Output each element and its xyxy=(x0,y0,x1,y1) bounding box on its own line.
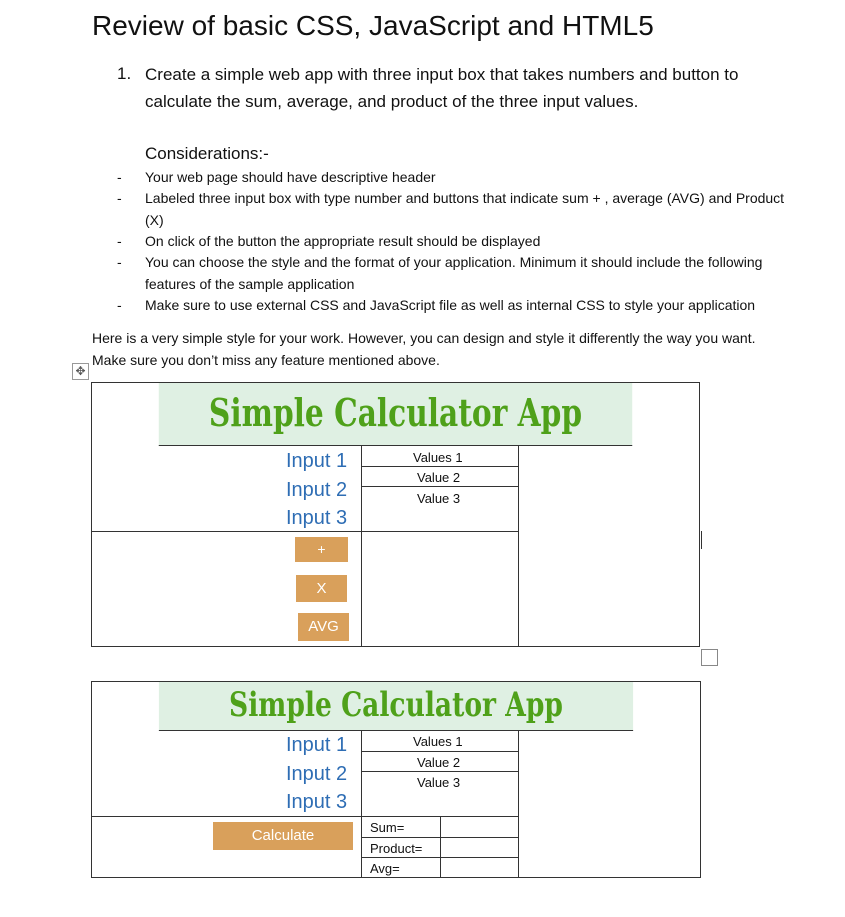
column-divider xyxy=(518,446,519,647)
row-divider xyxy=(92,531,519,532)
input-3-label: Input 3 xyxy=(286,507,348,529)
input-1-label: Input 1 xyxy=(286,450,348,472)
bullet-item: On click of the button the appropriate result should be displayed xyxy=(145,233,541,249)
bullet-item: You can choose the style and the format of your application. Minimum it should include the following features of the sample application xyxy=(145,254,763,292)
value-divider xyxy=(361,771,518,772)
considerations-label: Considerations:- xyxy=(145,144,269,163)
bullet-item: Make sure to use external CSS and JavaScript file as well as internal CSS to style your application xyxy=(145,297,756,313)
list-number: 1. xyxy=(117,64,132,83)
task-description: Create a simple web app with three input box that takes numbers and button to calculate the sum, average, and product of the three input values. xyxy=(145,65,739,111)
app-title: Simple Calculator App xyxy=(159,383,632,446)
column-divider xyxy=(361,731,362,878)
sum-button[interactable]: + xyxy=(295,537,348,562)
column-divider xyxy=(361,446,362,647)
value-2-field[interactable]: Value 2 xyxy=(417,470,461,485)
bullet-marker: - xyxy=(117,233,122,249)
bullet-item: Your web page should have descriptive header xyxy=(145,169,436,185)
value-3-field[interactable]: Value 3 xyxy=(417,775,461,790)
value-divider xyxy=(361,466,518,467)
input-3-label: Input 3 xyxy=(286,791,348,813)
bullet-marker: - xyxy=(117,254,122,270)
table-resize-handle[interactable] xyxy=(701,649,718,666)
input-2-label: Input 2 xyxy=(286,763,348,785)
bullet-marker: - xyxy=(117,297,122,313)
input-2-label: Input 2 xyxy=(286,479,348,501)
sample-app-1 xyxy=(91,382,700,647)
result-column-divider xyxy=(440,816,441,878)
sum-result-label: Sum= xyxy=(370,820,405,835)
page-title: Review of basic CSS, JavaScript and HTML5 xyxy=(92,10,654,41)
value-1-field[interactable]: Values 1 xyxy=(413,734,463,749)
row-divider xyxy=(92,816,519,817)
bullet-marker: - xyxy=(117,169,122,185)
value-divider xyxy=(361,486,518,487)
bullet-marker: - xyxy=(117,190,122,206)
avg-result-label: Avg= xyxy=(370,861,400,876)
value-divider xyxy=(361,751,518,752)
value-2-field[interactable]: Value 2 xyxy=(417,755,461,770)
value-1-field[interactable]: Values 1 xyxy=(413,450,463,465)
sample-app-2 xyxy=(91,681,701,878)
app-title: Simple Calculator App xyxy=(159,682,633,731)
product-button[interactable]: X xyxy=(296,575,347,602)
value-3-field[interactable]: Value 3 xyxy=(417,491,461,506)
input-1-label: Input 1 xyxy=(286,734,348,756)
table-move-handle-icon[interactable]: ✥ xyxy=(72,363,89,380)
column-divider xyxy=(518,731,519,878)
text-cursor xyxy=(701,531,702,549)
result-divider xyxy=(361,857,518,858)
result-divider xyxy=(361,837,518,838)
avg-button[interactable]: AVG xyxy=(298,613,349,641)
product-result-label: Product= xyxy=(370,841,423,856)
calculate-button[interactable]: Calculate xyxy=(213,822,353,850)
bullet-item: Labeled three input box with type number and buttons that indicate sum + , average (AVG) and Product (X) xyxy=(145,190,785,228)
intro-paragraph: Here is a very simple style for your work. However, you can design and style it differently the way you want. Make sure you don’t miss any feature mentioned above. xyxy=(92,330,756,368)
